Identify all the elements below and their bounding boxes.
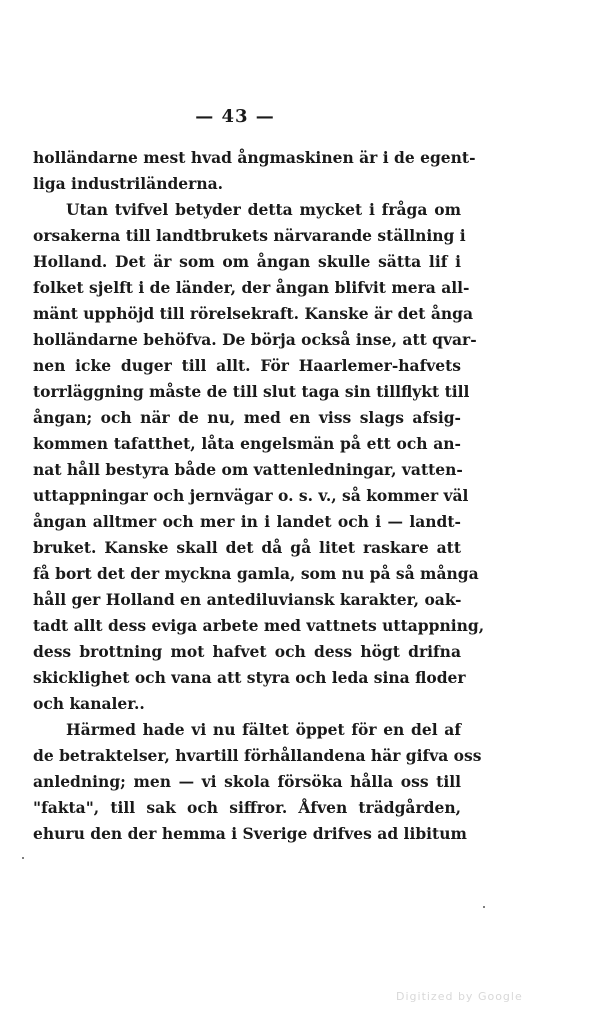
text-line: bruket. Kanske skall det då gå litet raskare att [33, 538, 461, 557]
text-line: orsakerna till landtbrukets närvarande ställning i [33, 226, 466, 245]
text-line: och kanaler.. [33, 694, 145, 713]
body-text [33, 145, 485, 847]
text-line: torrläggning måste de till slut taga sin tillflykt till [33, 382, 470, 401]
text-line: ångan alltmer och mer in i landet och i — landt- [33, 512, 461, 531]
text-line: dess brottning mot hafvet och dess högt drifna [33, 642, 461, 661]
text-line: Härmed hade vi nu fältet öppet för en del af [66, 720, 461, 739]
text-line: de betraktelser, hvartill förhållandena här gifva oss [33, 746, 482, 765]
text-line: anledning; men — vi skola försöka hålla oss till [33, 772, 461, 791]
text-line: få bort det der myckna gamla, som nu på så många [33, 564, 479, 583]
text-line: Utan tvifvel betyder detta mycket i fråga om [66, 200, 461, 219]
text-line: Holland. Det är som om ångan skulle sätta lif i [33, 252, 461, 271]
ink-speck [22, 857, 24, 859]
page-number: — 43 — [195, 106, 275, 127]
text-line: ångan; och när de nu, med en viss slags afsig- [33, 408, 461, 427]
text-line: "fakta", till sak och siffror. Åfven trädgården, [33, 798, 461, 817]
text-line: mänt upphöjd till rörelsekraft. Kanske är det ånga [33, 304, 474, 323]
text-line: holländarne mest hvad ångmaskinen är i de egent- [33, 148, 476, 167]
text-line: folket sjelft i de länder, der ångan blifvit mera all- [33, 278, 470, 297]
text-line: uttappningar och jernvägar o. s. v., så kommer väl [33, 486, 469, 505]
ink-speck [483, 906, 485, 908]
text-line: holländarne behöfva. De börja också inse, att qvar- [33, 330, 477, 349]
watermark-stamp: Digitized by Google [396, 990, 523, 1003]
text-line: nat håll bestyra både om vattenledningar, vatten- [33, 460, 463, 479]
text-line: liga industriländerna. [33, 174, 224, 193]
text-line: håll ger Holland en antediluviansk karakter, oak- [33, 590, 462, 609]
text-line: kommen tafatthet, låta engelsmän på ett och an- [33, 434, 461, 453]
text-line: skicklighet och vana att styra och leda sina floder [33, 668, 466, 687]
text-line: nen icke duger till allt. För Haarlemer-hafvets [33, 356, 461, 375]
text-line: tadt allt dess eviga arbete med vattnets uttappning, [33, 616, 485, 635]
text-line: ehuru den der hemma i Sverige drifves ad libitum [33, 824, 467, 843]
